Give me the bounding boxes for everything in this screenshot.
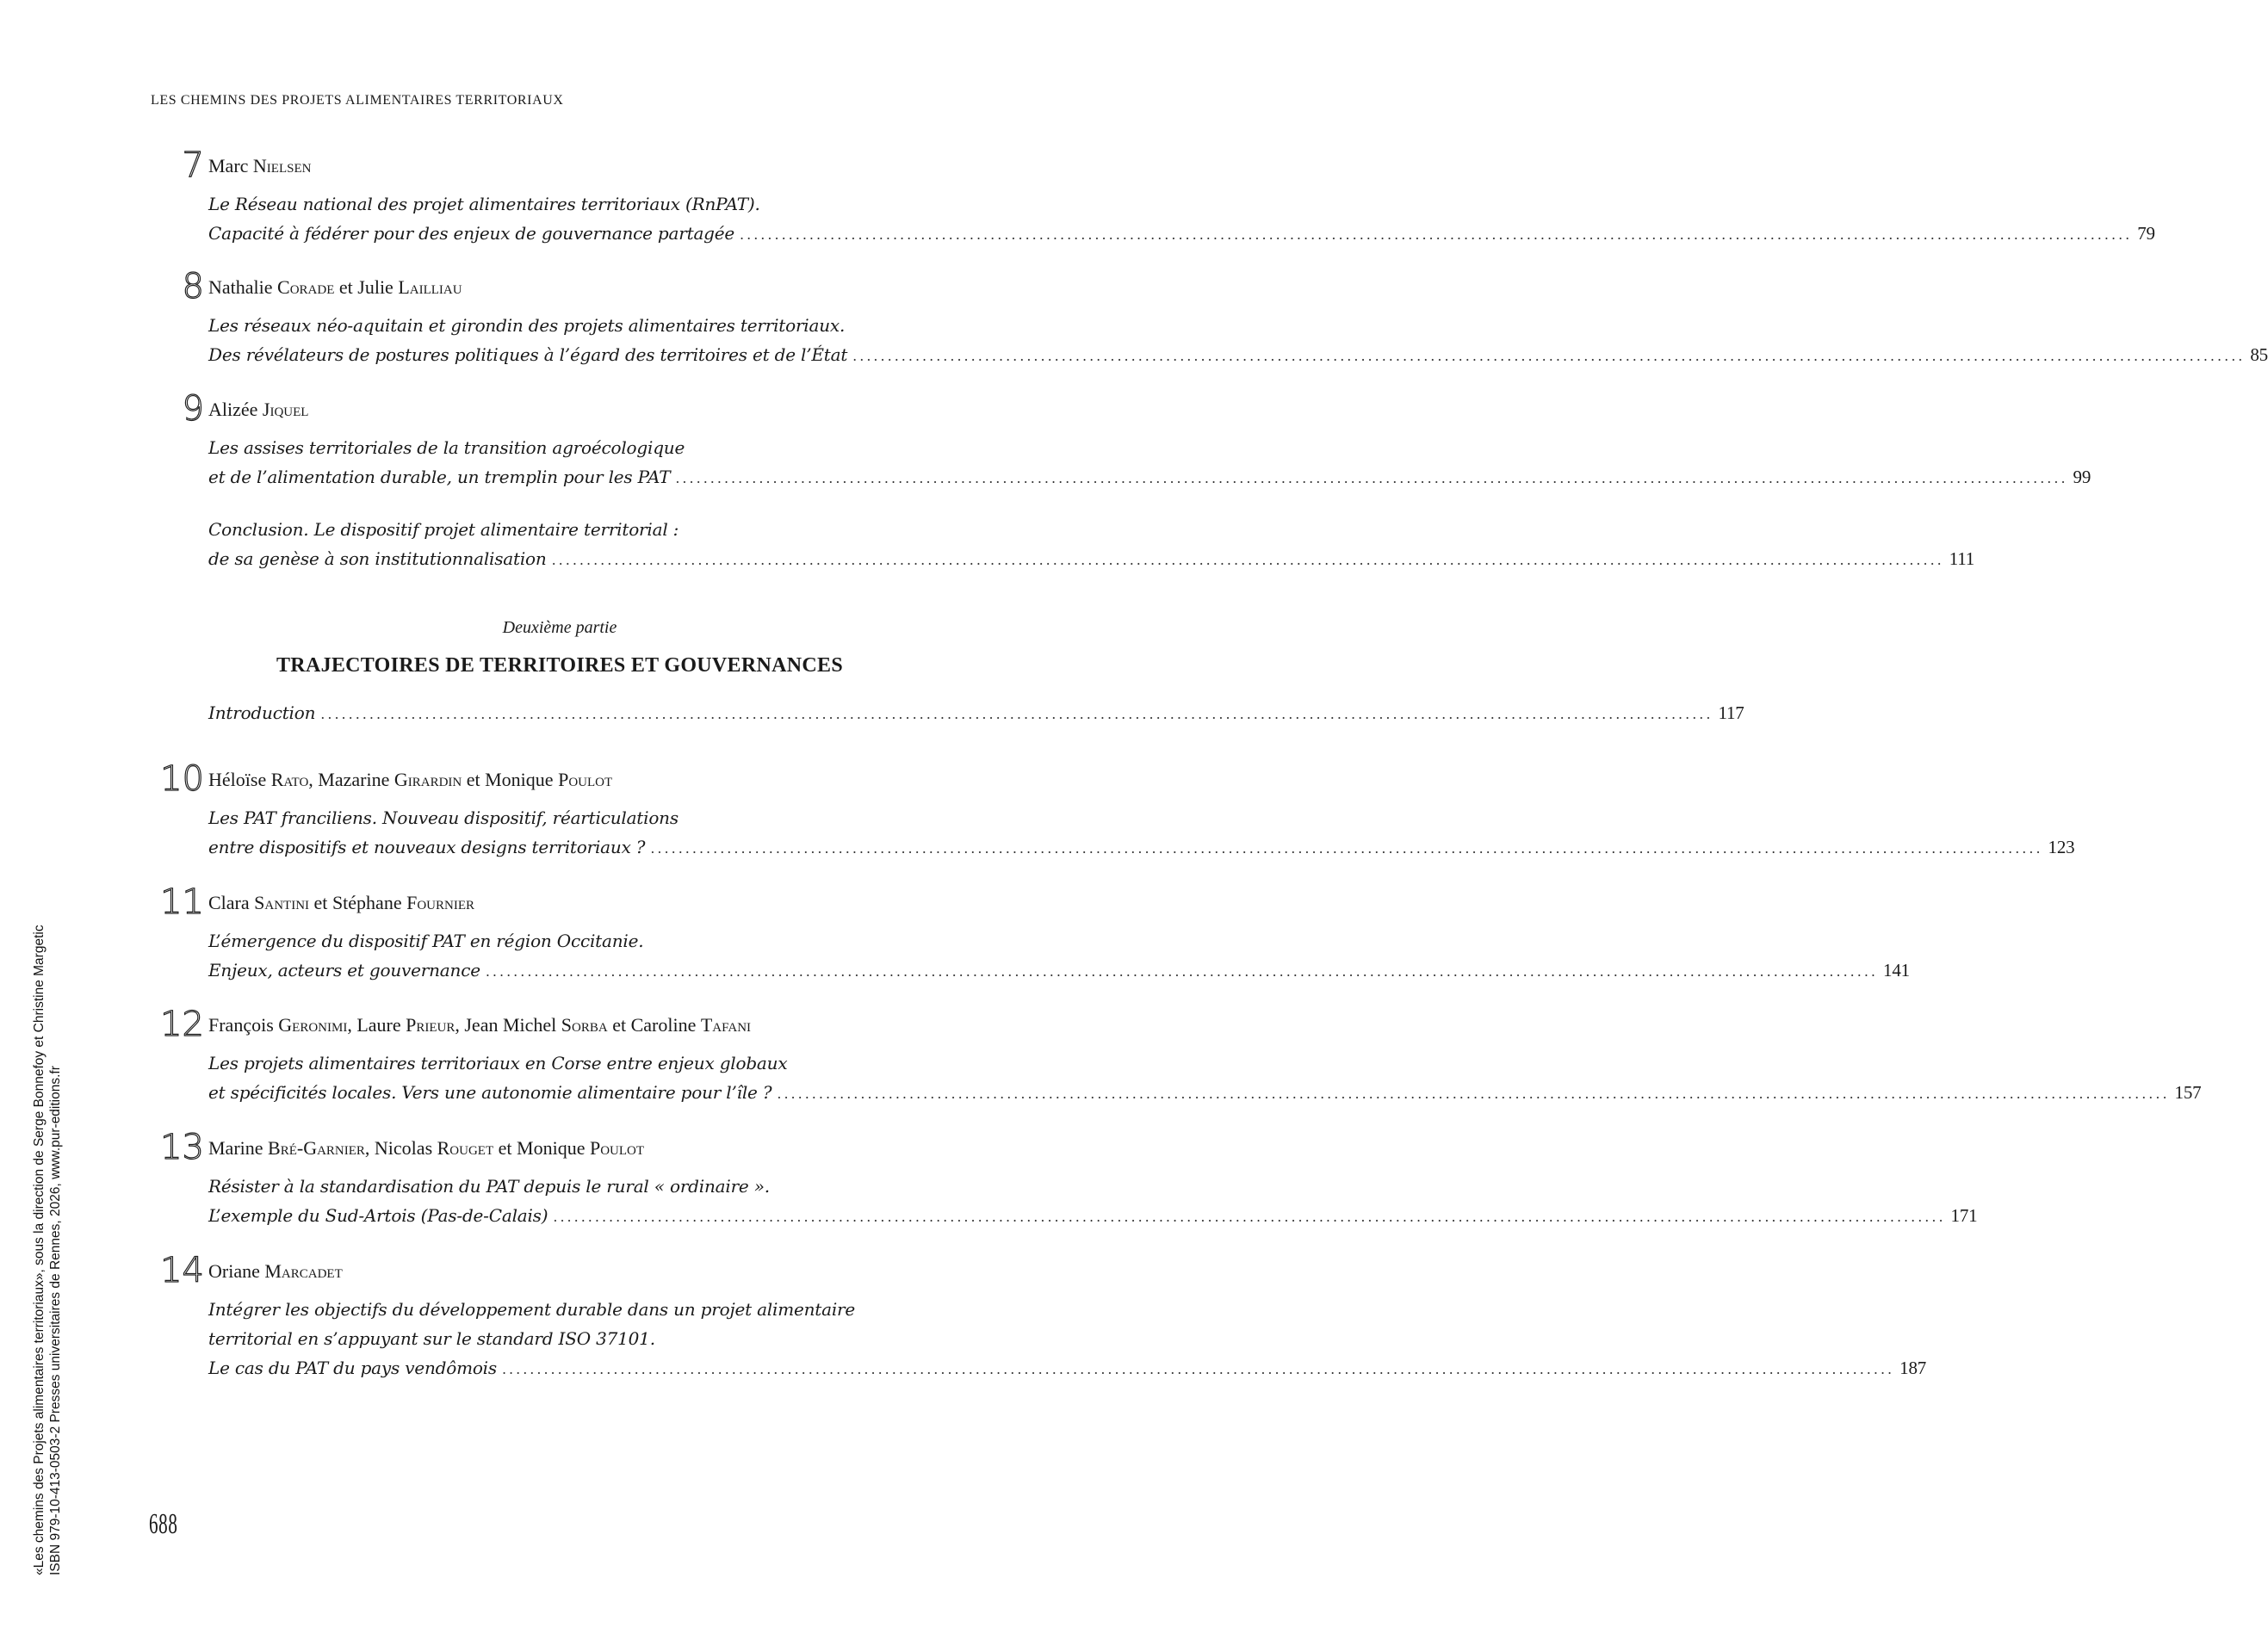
chapter-authors <box>208 155 311 177</box>
author-given-name: Julie <box>357 276 393 298</box>
chapter-title[interactable] <box>208 1172 1978 1232</box>
title-line-text: et de l’alimentation durable, un tremplin pour les PAT <box>208 467 671 487</box>
page-ref: 171 <box>1950 1205 1978 1226</box>
author-family-name: Bré-Garnier <box>268 1137 365 1159</box>
title-line: territorial en s’appuyant sur le standard ISO 37101. <box>208 1328 655 1349</box>
dot-leader: ........................................................................................................................................................................................................ <box>675 470 2068 486</box>
chapter-authors <box>208 892 474 914</box>
chapter-number: 9 <box>182 389 204 429</box>
chapter-title[interactable] <box>208 515 1975 575</box>
chapter-title[interactable] <box>208 1049 2202 1109</box>
title-line-text: Enjeux, acteurs et gouvernance <box>208 960 480 981</box>
chapter-authors <box>208 399 308 421</box>
title-line-text: L’exemple du Sud-Artois (Pas-de-Calais) <box>208 1205 548 1226</box>
author-given-name: Mazarine <box>318 769 390 790</box>
dot-leader: ........................................................................................................................................................................................................ <box>320 706 1713 722</box>
dot-leader: ........................................................................................................................................................................................................ <box>553 1209 1946 1225</box>
title-line <box>208 219 2155 250</box>
chapter-number: 12 <box>160 1005 204 1044</box>
title-line: L’émergence du dispositif PAT en région Occitanie. <box>208 931 644 951</box>
title-line: Les PAT franciliens. Nouveau dispositif, réarticulations <box>208 807 679 828</box>
page-number: 688 <box>149 1508 178 1540</box>
author-family-name: Poulot <box>589 1137 645 1159</box>
author-separator: , <box>347 1014 352 1036</box>
chapter-number: 13 <box>160 1128 204 1167</box>
author-given-name: Clara <box>208 892 250 913</box>
page-ref: 157 <box>2174 1082 2202 1103</box>
dot-leader: ........................................................................................................................................................................................................ <box>740 226 2133 243</box>
author-given-name: Nathalie <box>208 276 273 298</box>
author-given-name: Monique <box>517 1137 586 1159</box>
author-family-name: Rato <box>270 769 309 790</box>
author-given-name: Marc <box>208 155 249 176</box>
author-separator: et <box>338 276 353 298</box>
author-family-name: Girardin <box>393 769 462 790</box>
author-separator: , <box>364 1137 370 1159</box>
chapter-number: 10 <box>160 759 204 799</box>
page-ref: 79 <box>2137 223 2155 244</box>
page-ref: 99 <box>2073 467 2091 487</box>
title-line: Le Réseau national des projet alimentaires territoriaux (RnPAT). <box>208 194 760 214</box>
page-ref: 117 <box>1718 702 1744 723</box>
chapter-title[interactable] <box>208 926 1910 987</box>
chapter-number: 7 <box>182 145 204 185</box>
title-line-text: de sa genèse à son institutionnalisation <box>208 548 547 569</box>
author-family-name: Prieur <box>406 1014 455 1036</box>
chapter-title[interactable] <box>208 803 2075 863</box>
title-line <box>208 462 2091 493</box>
dot-leader: ........................................................................................................................................................................................................ <box>501 1361 1895 1377</box>
chapter-number: 14 <box>160 1251 204 1290</box>
author-given-name: Oriane <box>208 1260 260 1282</box>
chapter-number: 8 <box>182 267 204 306</box>
title-line-text: Introduction <box>208 702 316 723</box>
author-separator: , <box>308 769 313 790</box>
author-separator: et <box>498 1137 512 1159</box>
author-separator: et <box>612 1014 627 1036</box>
title-line-text: et spécificités locales. Vers une autonomie alimentaire pour l’île ? <box>208 1082 772 1103</box>
title-line <box>208 1078 2202 1109</box>
author-given-name: Caroline <box>630 1014 697 1036</box>
running-header: LES CHEMINS DES PROJETS ALIMENTAIRES TERRITORIAUX <box>151 93 564 108</box>
side-note-line: ISBN 979-10-413-0503-2 Presses universitaires de Rennes, 2026, www.pur-editions.fr <box>48 1066 63 1575</box>
author-separator: et <box>313 892 328 913</box>
title-line <box>208 340 2268 371</box>
title-line: Intégrer les objectifs du développement durable dans un projet alimentaire <box>208 1299 856 1320</box>
page-ref: 123 <box>2048 837 2075 857</box>
author-given-name: Stéphane <box>332 892 402 913</box>
side-note <box>31 925 64 1575</box>
title-line: Résister à la standardisation du PAT depuis le rural « ordinaire ». <box>208 1176 770 1197</box>
author-given-name: Marine <box>208 1137 263 1159</box>
chapter-number: 11 <box>160 882 204 922</box>
title-line: Les assises territoriales de la transition agroécologique <box>208 437 685 458</box>
page-ref: 85 <box>2250 344 2268 365</box>
title-line: Les réseaux néo-aquitain et girondin des projets alimentaires territoriaux. <box>208 315 846 336</box>
part-title: TRAJECTOIRES DE TERRITOIRES ET GOUVERNANCES <box>276 654 843 677</box>
chapter-authors <box>208 769 612 791</box>
title-line-text: Des révélateurs de postures politiques à l’égard des territoires et de l’État <box>208 344 848 365</box>
title-line: Les projets alimentaires territoriaux en Corse entre enjeux globaux <box>208 1053 788 1073</box>
author-family-name: Nielsen <box>252 155 312 176</box>
author-separator: , <box>455 1014 460 1036</box>
author-family-name: Geronimi <box>278 1014 348 1036</box>
chapter-authors <box>208 1014 751 1036</box>
chapter-title[interactable] <box>208 311 2268 371</box>
dot-leader: ........................................................................................................................................................................................................ <box>551 552 1944 568</box>
author-family-name: Santini <box>254 892 310 913</box>
author-given-name: François <box>208 1014 274 1036</box>
author-family-name: Sorba <box>561 1014 608 1036</box>
author-given-name: Nicolas <box>374 1137 433 1159</box>
chapter-title[interactable] <box>208 433 2091 493</box>
title-line: Conclusion. Le dispositif projet alimentaire territorial : <box>208 519 679 540</box>
author-family-name: Poulot <box>558 769 613 790</box>
part-label: Deuxième partie <box>502 618 617 637</box>
dot-leader: ........................................................................................................................................................................................................ <box>852 348 2246 364</box>
author-family-name: Jiquel <box>262 399 309 420</box>
author-given-name: Laure <box>356 1014 401 1036</box>
author-family-name: Fournier <box>406 892 474 913</box>
chapter-title[interactable] <box>208 698 1744 729</box>
chapter-authors <box>208 1137 644 1160</box>
author-family-name: Lailliau <box>398 276 462 298</box>
author-given-name: Alizée <box>208 399 258 420</box>
title-line <box>208 698 1744 729</box>
author-given-name: Héloïse <box>208 769 267 790</box>
author-family-name: Rouget <box>437 1137 494 1159</box>
page-ref: 141 <box>1883 960 1910 981</box>
title-line <box>208 1353 1927 1384</box>
dot-leader: ........................................................................................................................................................................................................ <box>777 1086 2170 1102</box>
title-line <box>208 544 1975 575</box>
title-line <box>208 1201 1978 1232</box>
title-line <box>208 956 1910 987</box>
title-line-text: entre dispositifs et nouveaux designs territoriaux ? <box>208 837 646 857</box>
title-line-text: Capacité à fédérer pour des enjeux de gouvernance partagée <box>208 223 735 244</box>
chapter-authors <box>208 276 462 299</box>
chapter-title[interactable] <box>208 189 2155 250</box>
chapter-authors <box>208 1260 343 1283</box>
author-family-name: Tafani <box>700 1014 752 1036</box>
dot-leader: ........................................................................................................................................................................................................ <box>485 963 1879 980</box>
dot-leader: ........................................................................................................................................................................................................ <box>650 840 2043 857</box>
title-line-text: Le cas du PAT du pays vendômois <box>208 1358 497 1378</box>
page-ref: 187 <box>1899 1358 1927 1378</box>
author-family-name: Corade <box>277 276 335 298</box>
title-line <box>208 832 2075 863</box>
chapter-title[interactable] <box>208 1295 1927 1384</box>
author-given-name: Monique <box>485 769 554 790</box>
side-note-line: «Les chemins des Projets alimentaires territoriaux», sous la direction de Serge Bonnefoy et Christine Margetic <box>32 925 46 1575</box>
page-ref: 111 <box>1949 548 1975 569</box>
author-given-name: Jean Michel <box>464 1014 557 1036</box>
author-family-name: Marcadet <box>264 1260 343 1282</box>
author-separator: et <box>466 769 480 790</box>
